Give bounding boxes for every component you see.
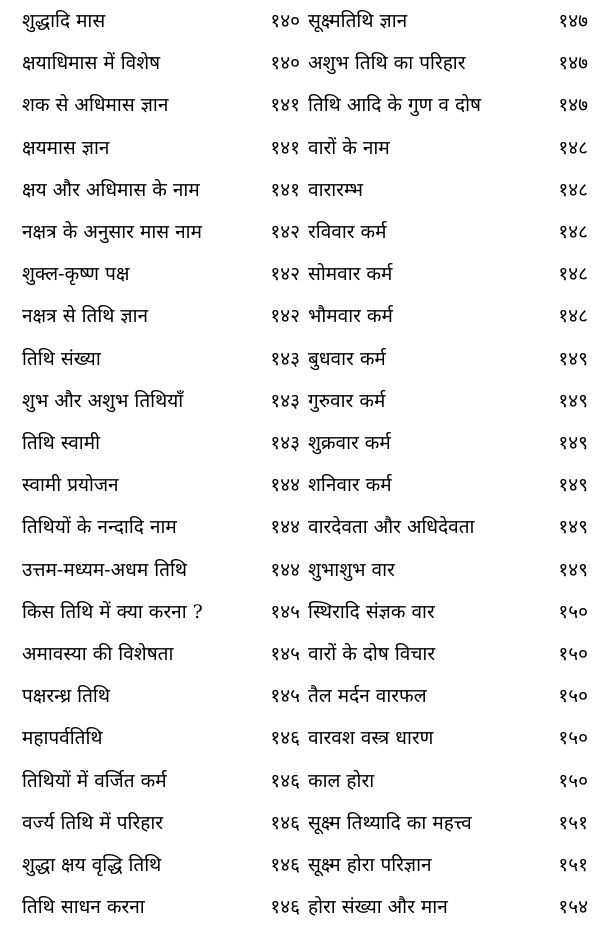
toc-page-number-left: १४६	[270, 811, 300, 834]
toc-page-number-left: १४४	[270, 516, 300, 539]
toc-page-number-right: १५०	[558, 685, 588, 708]
toc-row	[0, 380, 600, 422]
toc-entry-title-right: काल होरा	[308, 769, 375, 792]
toc-entry-title-right: सूक्ष्म होरा परिज्ञान	[308, 854, 432, 876]
toc-page-number-left: १४३	[270, 432, 300, 454]
toc-entry-title-left: वर्ज्य तिथि में परिहार	[22, 811, 164, 834]
toc-entry-title-right: स्थिरादि संज्ञक वार	[308, 600, 435, 623]
toc-page-number-right: १४७	[558, 52, 588, 75]
toc-page-number-right: १४९	[558, 389, 588, 412]
toc-page-number-right: १५०	[558, 727, 588, 750]
toc-row	[0, 886, 600, 928]
toc-page-number-right: १४८	[558, 263, 588, 286]
toc-row	[0, 127, 600, 169]
toc-page-number-left: १४०	[270, 10, 300, 32]
toc-page-number-right: १५०	[558, 643, 588, 665]
toc-entry-title-right: तैल मर्दन वारफल	[308, 685, 427, 708]
toc-row	[0, 42, 600, 84]
toc-page-number-right: १४९	[558, 516, 588, 539]
toc-entry-title-left: क्षयाधिमास में विशेष	[22, 52, 161, 75]
toc-page-number-left: १४१	[270, 94, 300, 117]
toc-row	[0, 844, 600, 886]
toc-page-number-right: १४८	[558, 221, 588, 243]
toc-page-number-right: १५१	[558, 854, 588, 876]
toc-entry-title-left: नक्षत्र से तिथि ज्ञान	[22, 305, 149, 328]
toc-page-number-left: १४२	[270, 221, 300, 243]
toc-entry-title-left: शक से अधिमास ज्ञान	[22, 94, 169, 117]
toc-page-number-right: १४७	[558, 10, 588, 32]
toc-entry-title-left: पक्षरन्ध्र तिथि	[22, 685, 110, 708]
toc-page-number-left: १४३	[270, 347, 300, 370]
toc-page-number-right: १५०	[558, 769, 588, 792]
toc-page-number-left: १४२	[270, 263, 300, 286]
toc-page-number-right: १४८	[558, 178, 588, 201]
toc-entry-title-left: नक्षत्र के अनुसार मास नाम	[22, 221, 202, 243]
toc-row	[0, 0, 600, 42]
toc-entry-title-left: शुक्ल-कृष्ण पक्ष	[22, 263, 130, 286]
toc-row	[0, 295, 600, 337]
toc-entry-title-left: उत्तम-मध्यम-अधम तिथि	[22, 558, 188, 581]
toc-entry-title-left: तिथि संख्या	[22, 347, 101, 370]
toc-entry-title-left: शुभ और अशुभ तिथियाँ	[22, 389, 184, 412]
toc-page-number-right: १५४	[558, 896, 588, 919]
toc-row	[0, 338, 600, 380]
toc-page-number-right: १४९	[558, 474, 588, 497]
toc-page-number-left: १४६	[270, 896, 300, 919]
toc-row	[0, 633, 600, 675]
toc-page-number-left: १४१	[270, 178, 300, 201]
toc-entry-title-left: तिथि साधन करना	[22, 896, 145, 919]
toc-entry-title-right: सूक्ष्म तिथ्यादि का महत्त्व	[308, 811, 472, 834]
toc-row	[0, 211, 600, 253]
toc-entry-title-right: गुरुवार कर्म	[308, 389, 386, 412]
toc-page-number-right: १४७	[558, 94, 588, 117]
toc-entry-title-right: वारों के दोष विचार	[308, 643, 436, 665]
toc-row	[0, 717, 600, 759]
toc-entry-title-right: शुभाशुभ वार	[308, 558, 395, 581]
toc-entry-title-right: वारों के नाम	[308, 136, 390, 159]
toc-page-number-left: १४६	[270, 727, 300, 750]
toc-entry-title-right: भौमवार कर्म	[308, 305, 393, 328]
toc-page-number-left: १४५	[270, 685, 300, 708]
toc-entry-title-left: अमावस्या की विशेषता	[22, 643, 174, 665]
toc-row	[0, 506, 600, 548]
toc-entry-title-right: अशुभ तिथि का परिहार	[308, 52, 466, 75]
toc-entry-title-right: वारवश वस्त्र धारण	[308, 727, 434, 750]
toc-entry-title-left: तिथि स्वामी	[22, 432, 101, 454]
toc-page-number-right: १४८	[558, 136, 588, 159]
toc-entry-title-left: महापर्वतिथि	[22, 727, 103, 750]
toc-entry-title-right: तिथि आदि के गुण व दोष	[308, 94, 482, 117]
toc-page-number-left: १४५	[270, 643, 300, 665]
toc-entry-title-right: बुधवार कर्म	[308, 347, 386, 370]
toc-row	[0, 591, 600, 633]
toc-entry-title-right: सोमवार कर्म	[308, 263, 393, 286]
toc-entry-title-right: शनिवार कर्म	[308, 474, 392, 497]
toc-entry-title-left: क्षय और अधिमास के नाम	[22, 178, 200, 201]
toc-row	[0, 549, 600, 591]
toc-entry-title-left: तिथियों के नन्दादि नाम	[22, 516, 177, 539]
toc-entry-title-left: तिथियों में वर्जित कर्म	[22, 769, 167, 792]
toc-page-number-left: १४६	[270, 769, 300, 792]
toc-page-number-left: १४६	[270, 854, 300, 876]
toc-page-number-right: १५०	[558, 600, 588, 623]
toc-entry-title-right: रविवार कर्म	[308, 221, 387, 243]
toc-entry-title-right: शुक्रवार कर्म	[308, 432, 391, 454]
toc-entry-title-right: वारारम्भ	[308, 178, 364, 201]
toc-row	[0, 84, 600, 126]
toc-page-number-left: १४०	[270, 52, 300, 75]
toc-page-number-left: १४३	[270, 389, 300, 412]
toc-entry-title-right: सूक्ष्मतिथि ज्ञान	[308, 10, 408, 32]
toc-entry-title-right: वारदेवता और अधिदेवता	[308, 516, 475, 539]
toc-row	[0, 422, 600, 464]
toc-page-number-right: १४८	[558, 305, 588, 328]
toc-page-number-left: १४४	[270, 558, 300, 581]
toc-row	[0, 169, 600, 211]
toc-entry-title-left: शुद्धादि मास	[22, 10, 106, 32]
toc-page-number-left: १४५	[270, 600, 300, 623]
toc-row	[0, 802, 600, 844]
toc-entry-title-left: क्षयमास ज्ञान	[22, 136, 110, 159]
toc-row	[0, 760, 600, 802]
toc-entry-title-left: स्वामी प्रयोजन	[22, 474, 119, 497]
toc-page-number-right: १५१	[558, 811, 588, 834]
toc-row	[0, 464, 600, 506]
toc-page-number-right: १४९	[558, 432, 588, 454]
toc-page-number-left: १४२	[270, 305, 300, 328]
toc-page-number-left: १४४	[270, 474, 300, 497]
toc-row	[0, 675, 600, 717]
toc-entry-title-left: शुद्धा क्षय वृद्धि तिथि	[22, 854, 162, 876]
toc-entry-title-right: होरा संख्या और मान	[308, 896, 448, 919]
toc-page-number-left: १४१	[270, 136, 300, 159]
toc-row	[0, 253, 600, 295]
toc-entry-title-left: किस तिथि में क्या करना ?	[22, 600, 203, 623]
toc-page-number-right: १४९	[558, 558, 588, 581]
toc-page-number-right: १४९	[558, 347, 588, 370]
